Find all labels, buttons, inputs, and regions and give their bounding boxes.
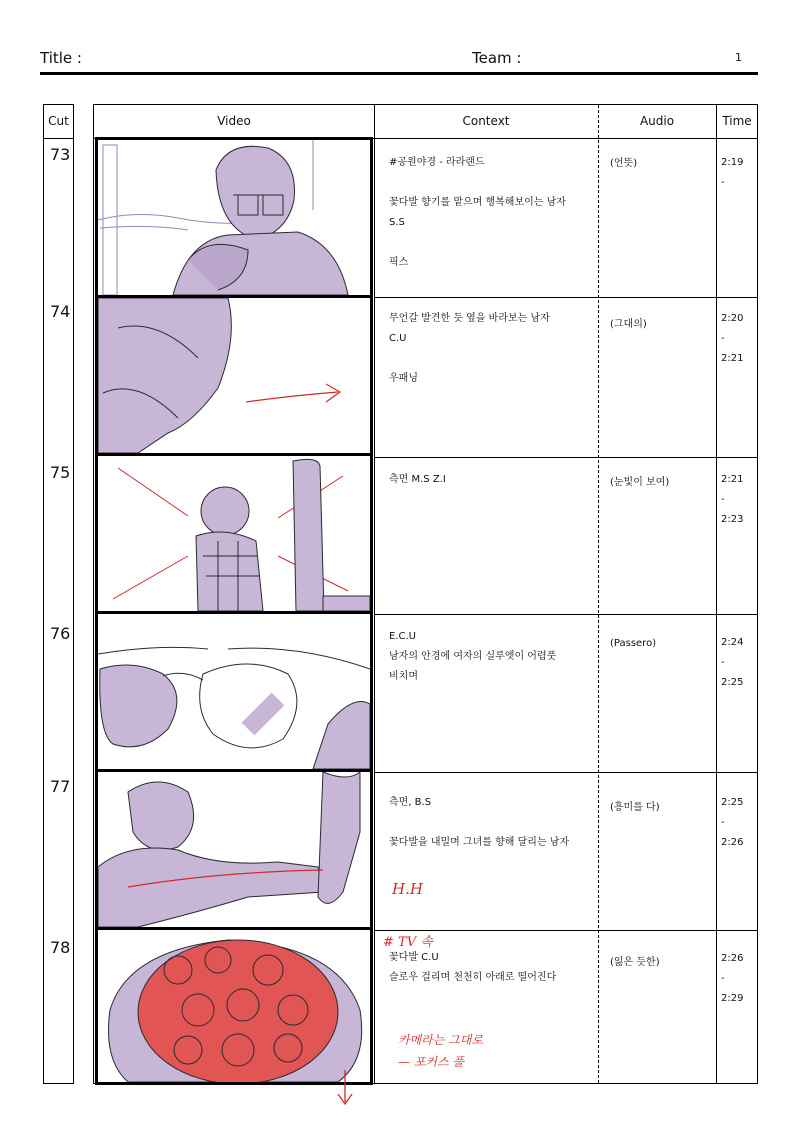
frame-cut-74 (95, 295, 373, 456)
audio-header: Audio (639, 114, 675, 128)
time-range: 2:20 - 2:21 (721, 313, 744, 364)
handwritten-note: # TV 속 (383, 935, 433, 950)
sketch-bouquet-closeup (98, 930, 370, 1082)
sketch-glasses-extreme-closeup (98, 614, 370, 769)
context-text: 측면, B.S 꽃다발을 내밀며 그녀를 향해 달리는 남자 (389, 797, 570, 848)
time-range: 2:21 - 2:23 (721, 474, 744, 525)
row-divider (374, 772, 757, 773)
frame-cut-78 (95, 927, 373, 1085)
context-text: 측면 M.S Z.I (389, 474, 446, 485)
down-arrow-icon (330, 1070, 360, 1110)
context-text: #공원야경 - 라라랜드 꽃다발 향기를 맡으며 행복해보이는 남자 S.S 픽스 (389, 157, 566, 268)
audio-text: (Passero) (610, 638, 657, 649)
time-range: 2:24 - 2:25 (721, 637, 744, 688)
row-divider (374, 457, 757, 458)
page-number: 1 (735, 51, 742, 64)
context-text: 무언갈 발견한 듯 옆을 바라보는 남자 C.U 우패닝 (389, 313, 550, 384)
video-header: Video (217, 114, 251, 128)
handwritten-note: 카메라는 그대로 (398, 1033, 483, 1047)
audio-text: (잃은 듯한) (610, 957, 660, 968)
column-divider (374, 105, 375, 1083)
context-text: E.C.U 남자의 안경에 여자의 실루엣이 어렴풋 비치며 (389, 631, 557, 682)
handwritten-note: H.H (392, 880, 423, 898)
sketch-man-looking-aside (98, 298, 370, 453)
cut-header: Cut (44, 105, 73, 139)
context-text: 꽃다발 C.U 슬로우 걸리며 천천히 아래로 떨어진다 (389, 952, 557, 983)
audio-text: (흥미를 다) (610, 802, 660, 813)
frame-cut-73 (95, 137, 373, 298)
row-divider (374, 614, 757, 615)
cut-number: 76 (50, 624, 71, 643)
page-header (40, 44, 758, 74)
time-range: 2:26 - 2:29 (721, 953, 744, 1004)
team-label: Team : (472, 49, 522, 67)
cut-column (43, 104, 74, 1084)
cut-number: 73 (50, 145, 71, 164)
column-divider (598, 105, 599, 1083)
frame-cut-75 (95, 453, 373, 614)
title-label: Title : (40, 49, 82, 67)
column-divider (716, 105, 717, 1083)
sketch-man-running-with-bouquet (98, 772, 370, 927)
frame-cut-77 (95, 769, 373, 930)
audio-text: (눈빛이 보여) (610, 477, 670, 488)
row-divider (374, 297, 757, 298)
frame-cut-76 (95, 611, 373, 772)
cut-number: 78 (50, 938, 71, 957)
context-header: Context (462, 114, 510, 128)
time-header: Time (722, 114, 752, 128)
handwritten-note: — 포커스 풀 (398, 1055, 464, 1069)
header-rule (40, 72, 758, 75)
sketch-man-smelling-bouquet (98, 140, 370, 295)
cut-number: 77 (50, 777, 71, 796)
cut-number: 75 (50, 463, 71, 482)
time-range: 2:19 - (721, 157, 744, 188)
cut-number: 74 (50, 302, 71, 321)
audio-text: (그대의) (610, 319, 647, 330)
audio-text: (언뜻) (610, 158, 638, 169)
sketch-man-side-view (98, 456, 370, 611)
time-range: 2:25 - 2:26 (721, 797, 744, 848)
